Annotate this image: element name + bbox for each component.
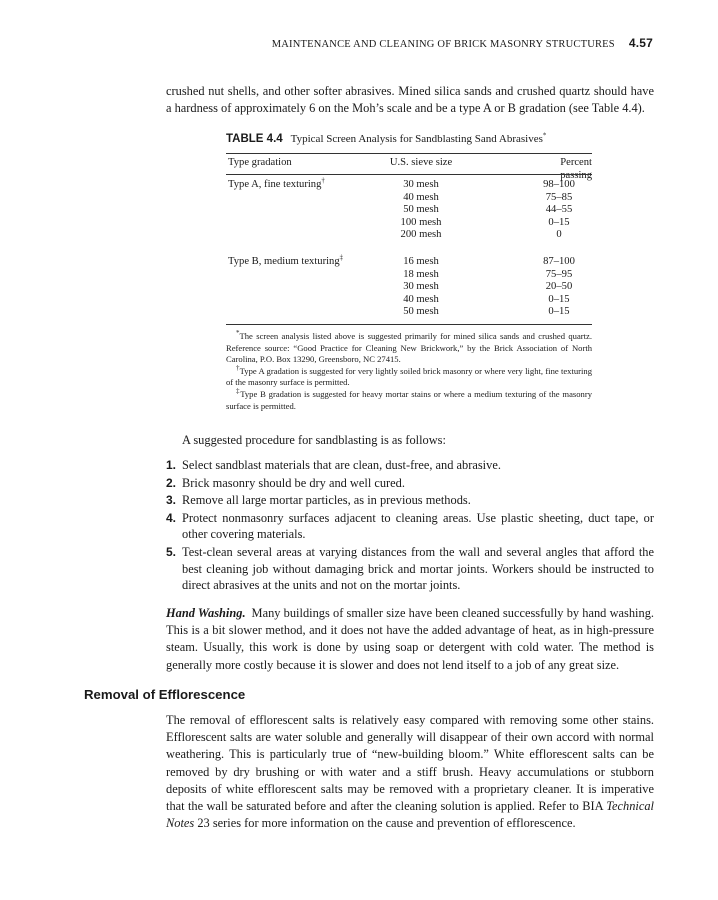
table-top-rule (226, 153, 592, 154)
procedure-list (166, 457, 654, 595)
procedure-intro: A suggested procedure for sandblasting is as follows: (182, 433, 446, 447)
table-row (226, 176, 592, 192)
sieve-cell: 100 mesh (400, 216, 442, 228)
sieve-cell: 50 mesh (403, 306, 439, 318)
hand-washing-heading: Hand Washing. (166, 606, 246, 620)
section-heading: Removal of Efflorescence (84, 687, 246, 702)
percent-cell: 0–15 (548, 293, 570, 305)
list-item: 4. Protect nonmasonry surfaces adjacent to cleaning areas. Use plastic sheeting, duct tape, or other covering materials. (166, 510, 654, 542)
list-item: 2. Brick masonry should be dry and well cured. (166, 475, 405, 490)
table-caption (226, 133, 592, 145)
percent-cell: 0–15 (548, 216, 570, 228)
sieve-cell: 30 mesh (403, 281, 439, 293)
percent-cell: 75–85 (545, 191, 573, 203)
table-row (226, 229, 592, 242)
sieve-cell: 16 mesh (403, 256, 439, 267)
table-footnote: †Type A gradation is suggested for very lightly soiled brick masonry or where very light, fine texturing of the masonry surface is permitted. (226, 363, 593, 388)
percent-cell: 20–50 (545, 281, 573, 293)
table-bottom-rule (226, 324, 592, 325)
percent-cell: 75–95 (545, 268, 573, 280)
table-footnotes (226, 331, 592, 412)
table-row (226, 253, 592, 269)
percent-cell: 0–15 (548, 306, 570, 318)
intro-paragraph: crushed nut shells, and other softer abrasives. Mined silica sands and crushed quartz should have a hardness of approximately 6 on the Moh’s scale and be a type A or B gradation (see Table 4.4). (166, 84, 654, 116)
table-footnote: ‡Type B gradation is suggested for heavy mortar stains or where a medium texturing of the masonry surface is permitted. (226, 387, 592, 411)
page-number: 4.57 (628, 36, 653, 50)
sieve-cell: 40 mesh (403, 293, 439, 305)
efflorescence-paragraph: The removal of efflorescent salts is relatively easy compared with removing some other stains. Efflorescent salts are water soluble and generally will disappear of their own accord with normal weathering. This is particularly true of “new-building bloom.” White efflorescent salts can be removed by dry brushing or with water and a stiff brush. Heavy accumulations or stubborn deposits of white efflorescent salts may be removed with a proprietary cleaner. It is imperative that the wall be saturated before and after the cleaning solution is applied. Refer to BIA Technical Notes 23 series for more information on the cause and prevention of efflorescence. (166, 713, 654, 831)
sieve-cell: 50 mesh (403, 204, 439, 216)
table-row (226, 269, 592, 282)
table-row (226, 192, 592, 205)
table-footnote: *The screen analysis listed above is suggested primarily for mined silica sands and crushed quartz. Reference source: “Good Practice for Cleaning New Brickwork,” by the Brick Association of North Carolina, P.O. Box 13290, Greensboro, NC 27415. (226, 329, 592, 365)
table-row (226, 294, 592, 307)
table-title-footnote-mark: * (542, 131, 547, 140)
italic-reference: Technical Notes (166, 799, 654, 831)
sieve-cell: 30 mesh (403, 179, 439, 190)
list-item: 1. Select sandblast materials that are clean, dust-free, and abrasive. (166, 458, 501, 472)
percent-cell: 98–100 (543, 179, 575, 190)
list-item: 3. Remove all large mortar particles, as in previous methods. (166, 493, 471, 508)
running-head-title: MAINTENANCE AND CLEANING OF BRICK MASONRY STRUCTURES (271, 39, 615, 50)
table-group-a (226, 176, 592, 242)
table-row (226, 204, 592, 217)
hand-washing-paragraph: Hand Washing. Many buildings of smaller size have been cleaned successfully by hand washing. This is a bit slower method, and it does not have the added advantage of heat, as in high-pressure steam. Usually, this work is done by using soap or detergent with cold water. The method is generally more costly because it is slower and does not lend itself to a job of any great size. (166, 606, 654, 672)
sieve-cell: 40 mesh (403, 191, 439, 203)
sieve-cell: 18 mesh (403, 268, 439, 280)
header-percent-passing: Percent passing (560, 157, 592, 181)
sieve-cell: 200 mesh (400, 229, 442, 241)
header-sieve-size: U.S. sieve size (389, 157, 453, 168)
table-header (226, 157, 592, 181)
list-item: 5. Test-clean several areas at varying distances from the wall and several angles that afford the best cleaning job without damaging brick and mortar joints. Workers should be instructed to direct abrasives at the units and not on the mortar joints. (166, 544, 654, 593)
percent-cell: 44–55 (545, 204, 573, 216)
table-row (226, 217, 592, 230)
percent-cell: 0 (556, 229, 562, 241)
table-group-b (226, 253, 592, 319)
table-title: Typical Screen Analysis for Sandblasting Sand Abrasives (290, 133, 543, 145)
header-type-gradation: Type gradation (228, 157, 292, 168)
footnote-mark: † (321, 176, 325, 185)
table-header-rule (226, 174, 592, 175)
footnote-mark: ‡ (339, 253, 344, 262)
table-row (226, 306, 592, 319)
group-label: Type A, fine texturing (228, 179, 322, 190)
group-label: Type B, medium texturing (228, 256, 340, 267)
running-head (0, 36, 653, 50)
table-row (226, 281, 592, 294)
percent-cell: 87–100 (543, 256, 575, 267)
table-number: TABLE 4.4 (226, 133, 283, 145)
